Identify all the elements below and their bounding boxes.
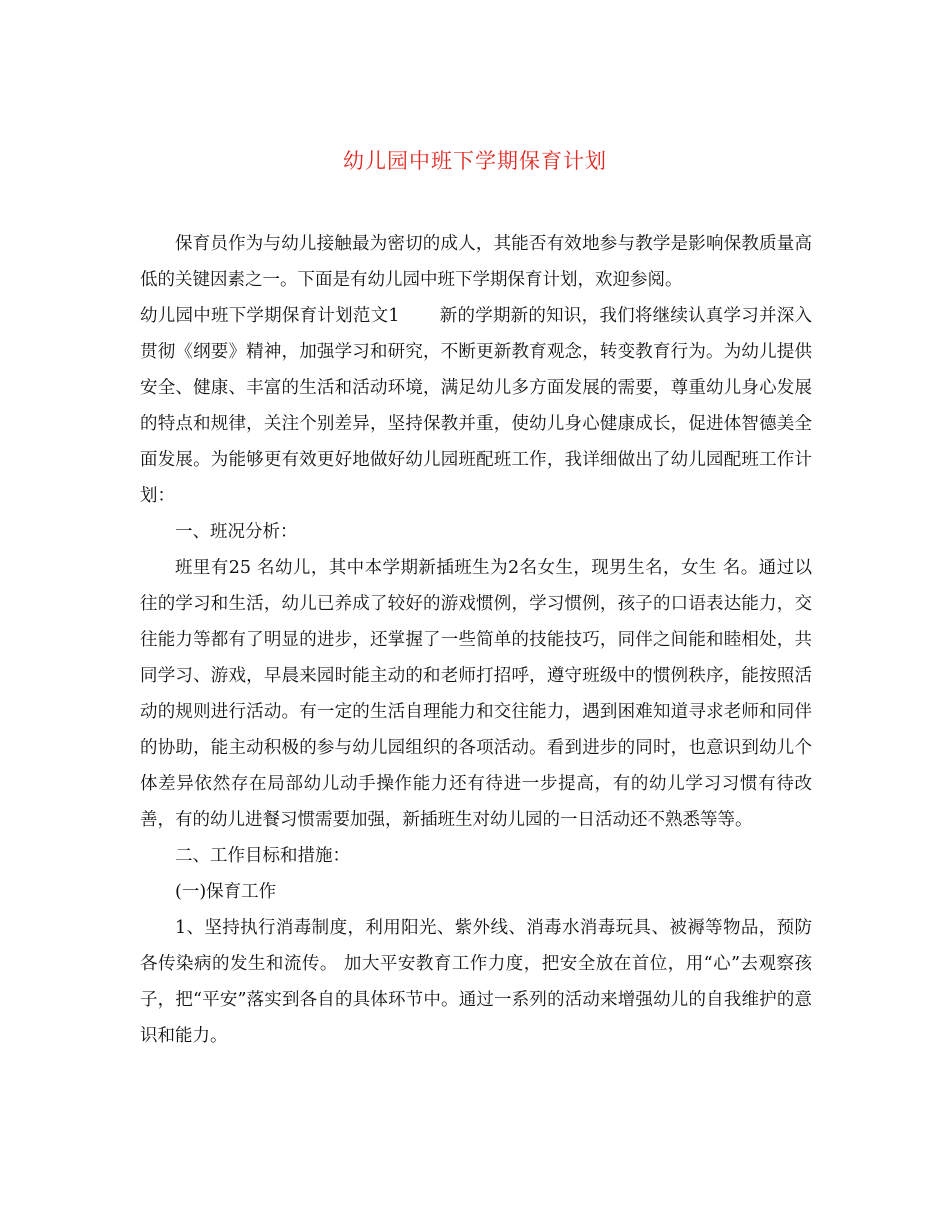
subsection1-heading: (一)保育工作	[175, 882, 277, 902]
sample-body: 新的学期新的知识，我们将继续认真学习并深入贯彻《纲要》精神，加强学习和研究，不断更新教育观念，转变教育行为。为幼儿提供安全、健康、丰富的生活和活动环境，满足幼儿多方面发展的需要，尊重幼儿身心发展的特点和规律，关注个别差异，坚持保教并重，使幼儿身心健康成长，促进体智德美全面发展。为能够更有效更好地做好幼儿园班配班工作，我详细做出了幼儿园配班工作计划：	[140, 306, 812, 506]
document-body	[140, 226, 812, 1054]
sample-paragraph	[140, 298, 812, 514]
item1-paragraph: 1、坚持执行消毒制度，利用阳光、紫外线、消毒水消毒玩具、被褥等物品，预防各传染病的发生和流传。 加大平安教育工作力度，把安全放在首位，用“心”去观察孩子，把“平安”落实到各自的具体环节中。通过一系列的活动来增强幼儿的自我维护的意识和能力。	[140, 918, 812, 1046]
section2-heading: 二、工作目标和措施：	[175, 846, 350, 866]
document-title: 幼儿园中班下学期保育计划	[343, 149, 607, 173]
intro-paragraph: 保育员作为与幼儿接触最为密切的成人，其能否有效地参与教学是影响保教质量高低的关键因素之一。下面是有幼儿园中班下学期保育计划，欢迎参阅。	[140, 234, 812, 290]
section1-heading: 一、班况分析：	[175, 522, 298, 542]
sample-heading: 幼儿园中班下学期保育计划范文1	[140, 306, 400, 326]
section1-paragraph: 班里有25 名幼儿，其中本学期新插班生为2名女生，现男生名，女生 名。通过以往的学习和生活，幼儿已养成了较好的游戏惯例，学习惯例，孩子的口语表达能力，交往能力等都有了明显的进步，还掌握了一些简单的技能技巧，同伴之间能和睦相处，共同学习、游戏，早晨来园时能主动的和老师打招呼，遵守班级中的惯例秩序，能按照活动的规则进行活动。有一定的生活自理能力和交往能力，遇到困难知道寻求老师和同伴的协助，能主动积极的参与幼儿园组织的各项活动。看到进步的同时，也意识到幼儿个体差异依然存在局部幼儿动手操作能力还有待进一步提高，有的幼儿学习习惯有待改善，有的幼儿进餐习惯需要加强，新插班生对幼儿园的一日活动还不熟悉等等。	[140, 558, 812, 830]
